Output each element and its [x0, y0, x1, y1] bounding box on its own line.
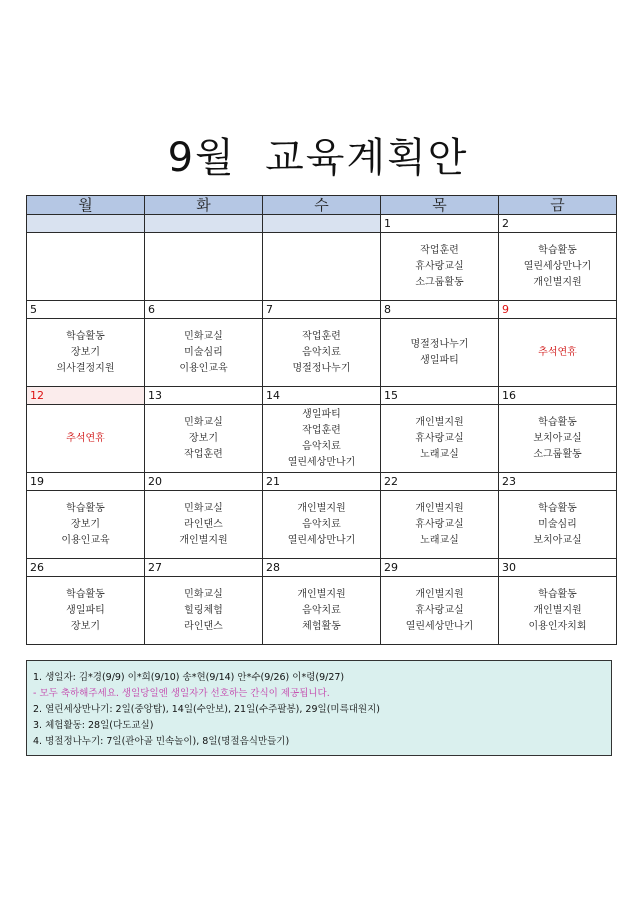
note-line: - 모두 축하해주세요. 생일당일엔 생일자가 선호하는 간식이 제공됩니다.: [33, 688, 330, 699]
activity-item: 미술심리: [184, 346, 223, 358]
schedule-row: [27, 491, 617, 559]
activity-item: 체험활동: [302, 620, 341, 632]
activity-item: 노래교실: [420, 534, 459, 546]
date-cell: [145, 301, 263, 319]
note-line: 1. 생일자: 김*경(9/9) 이*희(9/10) 송*현(9/14) 안*수(9/26) 이*령(9/27): [33, 672, 345, 683]
schedule-cell: [381, 577, 499, 645]
activity-item: 열린세상만나기: [287, 534, 356, 546]
date-number: 9: [502, 303, 509, 316]
activity-item: 민화교실: [184, 502, 223, 514]
schedule-cell: [145, 577, 263, 645]
note-line: 4. 명절정나누기: 7일(관아골 민속놀이), 8일(명절음식만들기): [33, 736, 290, 747]
schedule-cell: [263, 319, 381, 387]
date-number: 1: [384, 217, 391, 230]
activity-item: 장보기: [71, 346, 100, 358]
date-number: 13: [148, 389, 162, 402]
activity-item: 작업훈련: [420, 244, 459, 256]
schedule-cell: [263, 491, 381, 559]
activity-item: 미술심리: [538, 518, 577, 530]
date-cell: [145, 473, 263, 491]
date-cell: [263, 473, 381, 491]
schedule-cell: [27, 405, 145, 473]
schedule-cell: [27, 319, 145, 387]
activity-item: 생일파티: [420, 354, 459, 366]
date-number-row: [27, 559, 617, 577]
date-cell: [145, 559, 263, 577]
date-number: 20: [148, 475, 162, 488]
activity-item: 음악치료: [302, 440, 341, 452]
date-number: 28: [266, 561, 280, 574]
date-cell: [499, 215, 617, 233]
date-number: 26: [30, 561, 44, 574]
activity-item: 휴사랑교실: [415, 260, 464, 272]
schedule-cell: [381, 233, 499, 301]
activity-item: 노래교실: [420, 448, 459, 460]
activity-item: 보치아교실: [533, 432, 582, 444]
schedule-cell: [263, 405, 381, 473]
schedule-cell: [145, 491, 263, 559]
date-number-row: [27, 387, 617, 405]
date-cell: [381, 215, 499, 233]
activity-item: 장보기: [71, 518, 100, 530]
weekday-header: 금: [499, 196, 617, 215]
activity-item: 이용인교육: [179, 362, 228, 374]
activity-item: 개인별지원: [533, 276, 582, 288]
activity-item: 명절정나누기: [292, 362, 351, 374]
schedule-cell: [27, 491, 145, 559]
date-number: 19: [30, 475, 44, 488]
activity-item: 개인별지원: [297, 502, 346, 514]
schedule-cell: [381, 405, 499, 473]
date-cell: [263, 559, 381, 577]
date-number: 7: [266, 303, 273, 316]
date-cell: [263, 387, 381, 405]
date-cell: [381, 301, 499, 319]
schedule-cell: [27, 577, 145, 645]
date-number: 12: [30, 389, 44, 402]
date-cell: [381, 473, 499, 491]
activity-item: 라인댄스: [184, 620, 223, 632]
activity-item: 작업훈련: [302, 424, 341, 436]
activity-item: 음악치료: [302, 518, 341, 530]
activity-item: 학습활동: [66, 330, 105, 342]
schedule-cell: [499, 577, 617, 645]
activity-item: 민화교실: [184, 416, 223, 428]
date-number: 8: [384, 303, 391, 316]
schedule-cell: [263, 233, 381, 301]
weekday-header-row: [27, 196, 617, 215]
activity-item: 힐링체험: [184, 604, 223, 616]
activity-item: 추석연휴: [538, 346, 577, 358]
activity-item: 이용인교육: [61, 534, 110, 546]
date-cell: [27, 473, 145, 491]
activity-item: 음악치료: [302, 346, 341, 358]
date-cell: [499, 559, 617, 577]
schedule-cell: [381, 319, 499, 387]
date-number-row: [27, 215, 617, 233]
date-cell: [27, 387, 145, 405]
schedule-cell: [381, 491, 499, 559]
date-cell: [499, 387, 617, 405]
date-number: 5: [30, 303, 37, 316]
activity-item: 열린세상만나기: [405, 620, 474, 632]
notes-box: [26, 660, 612, 756]
activity-item: 학습활동: [538, 502, 577, 514]
date-number: 6: [148, 303, 155, 316]
schedule-cell: [499, 491, 617, 559]
activity-item: 개인별지원: [415, 502, 464, 514]
activity-item: 학습활동: [538, 244, 577, 256]
activity-item: 장보기: [71, 620, 100, 632]
note-line: 2. 열린세상만나기: 2일(중앙탑), 14일(수안보), 21일(수주팔봉), 29일(미륵대원지): [33, 704, 380, 715]
date-number: 30: [502, 561, 516, 574]
schedule-cell: [499, 319, 617, 387]
activity-item: 열린세상만나기: [523, 260, 592, 272]
activity-item: 보치아교실: [533, 534, 582, 546]
activity-item: 의사결정지원: [56, 362, 115, 374]
weekday-header: 화: [145, 196, 263, 215]
date-cell: [27, 559, 145, 577]
activity-item: 작업훈련: [302, 330, 341, 342]
weekday-header: 목: [381, 196, 499, 215]
schedule-cell: [145, 233, 263, 301]
schedule-cell: [263, 577, 381, 645]
date-cell: [499, 473, 617, 491]
date-number: 14: [266, 389, 280, 402]
date-number: 2: [502, 217, 509, 230]
activity-item: 작업훈련: [184, 448, 223, 460]
date-number-row: [27, 301, 617, 319]
date-cell: [263, 215, 381, 233]
activity-item: 학습활동: [66, 502, 105, 514]
date-number: 29: [384, 561, 398, 574]
date-number: 15: [384, 389, 398, 402]
activity-item: 개인별지원: [415, 588, 464, 600]
date-number: 22: [384, 475, 398, 488]
date-number: 21: [266, 475, 280, 488]
date-cell: [381, 559, 499, 577]
schedule-cell: [499, 233, 617, 301]
activity-item: 개인별지원: [533, 604, 582, 616]
activity-item: 학습활동: [538, 588, 577, 600]
date-number: 16: [502, 389, 516, 402]
date-cell: [145, 215, 263, 233]
schedule-row: [27, 577, 617, 645]
date-cell: [145, 387, 263, 405]
activity-item: 휴사랑교실: [415, 604, 464, 616]
activity-item: 학습활동: [66, 588, 105, 600]
date-cell: [27, 215, 145, 233]
activity-item: 휴사랑교실: [415, 432, 464, 444]
schedule-cell: [145, 405, 263, 473]
activity-item: 생일파티: [302, 408, 341, 420]
calendar-table: [26, 195, 617, 645]
activity-item: 음악치료: [302, 604, 341, 616]
date-cell: [381, 387, 499, 405]
activity-item: 개인별지원: [415, 416, 464, 428]
weekday-header: 월: [27, 196, 145, 215]
date-number: 23: [502, 475, 516, 488]
page-title: 9월 교육계획안: [167, 135, 469, 181]
date-cell: [499, 301, 617, 319]
date-cell: [263, 301, 381, 319]
note-line: 3. 체험활동: 28일(다도교실): [33, 720, 154, 731]
activity-item: 학습활동: [538, 416, 577, 428]
schedule-cell: [27, 233, 145, 301]
activity-item: 열린세상만나기: [287, 456, 356, 468]
activity-item: 소그룹활동: [533, 448, 582, 460]
activity-item: 민화교실: [184, 588, 223, 600]
weekday-header: 수: [263, 196, 381, 215]
activity-item: 추석연휴: [66, 432, 105, 444]
schedule-row: [27, 405, 617, 473]
schedule-row: [27, 233, 617, 301]
activity-item: 이용인자치회: [528, 620, 587, 632]
date-number: 27: [148, 561, 162, 574]
activity-item: 휴사랑교실: [415, 518, 464, 530]
date-number-row: [27, 473, 617, 491]
date-cell: [27, 301, 145, 319]
activity-item: 생일파티: [66, 604, 105, 616]
activity-item: 개인별지원: [179, 534, 228, 546]
activity-item: 소그룹활동: [415, 276, 464, 288]
schedule-cell: [499, 405, 617, 473]
activity-item: 개인별지원: [297, 588, 346, 600]
schedule-row: [27, 319, 617, 387]
schedule-cell: [145, 319, 263, 387]
activity-item: 민화교실: [184, 330, 223, 342]
activity-item: 장보기: [189, 432, 218, 444]
activity-item: 명절정나누기: [410, 338, 469, 350]
activity-item: 라인댄스: [184, 518, 223, 530]
